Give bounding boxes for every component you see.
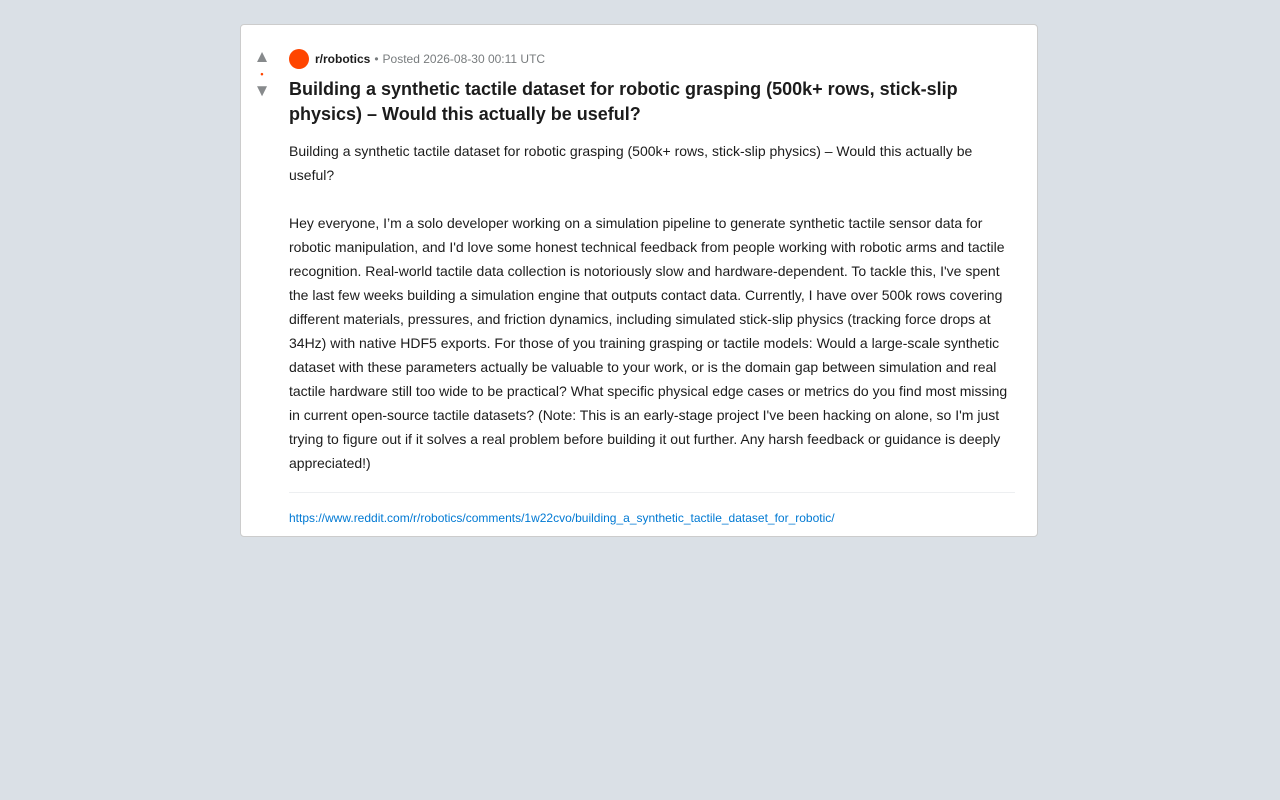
meta-separator: • bbox=[374, 52, 379, 66]
post-body-paragraph: Building a synthetic tactile dataset for robotic grasping (500k+ rows, stick-slip physics) – Would this actually be useful? bbox=[289, 143, 973, 183]
post-title[interactable]: Building a synthetic tactile dataset for robotic grasping (500k+ rows, stick-slip physics) – Would this actually be useful? bbox=[289, 79, 958, 124]
post-body bbox=[289, 139, 1015, 475]
post-meta bbox=[289, 49, 1015, 69]
post-content bbox=[289, 49, 1015, 527]
vote-score: • bbox=[260, 69, 264, 79]
vote-column bbox=[241, 47, 283, 101]
downvote-icon[interactable]: ▼ bbox=[253, 81, 271, 100]
post-timestamp: Posted 2026-08-30 00:11 UTC bbox=[382, 52, 546, 66]
subreddit-icon[interactable] bbox=[289, 49, 309, 69]
post-body-paragraph: Hey everyone, I’m a solo developer working on a simulation pipeline to generate synthetic tactile sensor data for robotic manipulation, and I'd love some honest technical feedback from people working with robotic arms and tactile recognition. Real-world tactile data collection is notoriously slow and hardware-dependent. To tackle this, I've spent the last few weeks building a simulation engine that outputs contact data. Currently, I have over 500k rows covering different materials, pressures, and friction dynamics, including simulated stick-slip physics (tracking force drops at 34Hz) with native HDF5 exports. For those of you training grasping or tactile models: Would a large-scale synthetic dataset with these parameters actually be valuable to your work, or is the domain gap between simulation and real tactile hardware still too wide to be practical? What specific physical edge cases or metrics do you find most missing in current open-source tactile datasets? (Note: This is an early-stage project I've been hacking on alone, so I'm just trying to figure out if it solves a real problem before building it out further. Any harsh feedback or guidance is deeply appreciated!) bbox=[289, 215, 1008, 471]
divider bbox=[289, 492, 1015, 493]
upvote-icon[interactable]: ▲ bbox=[253, 47, 271, 66]
subreddit-link[interactable]: r/robotics bbox=[315, 52, 371, 66]
post-card bbox=[240, 24, 1038, 537]
post-permalink[interactable]: https://www.reddit.com/r/robotics/comments/1w22cvo/building_a_synthetic_tactile_dataset_for_robotic/ bbox=[289, 511, 835, 525]
